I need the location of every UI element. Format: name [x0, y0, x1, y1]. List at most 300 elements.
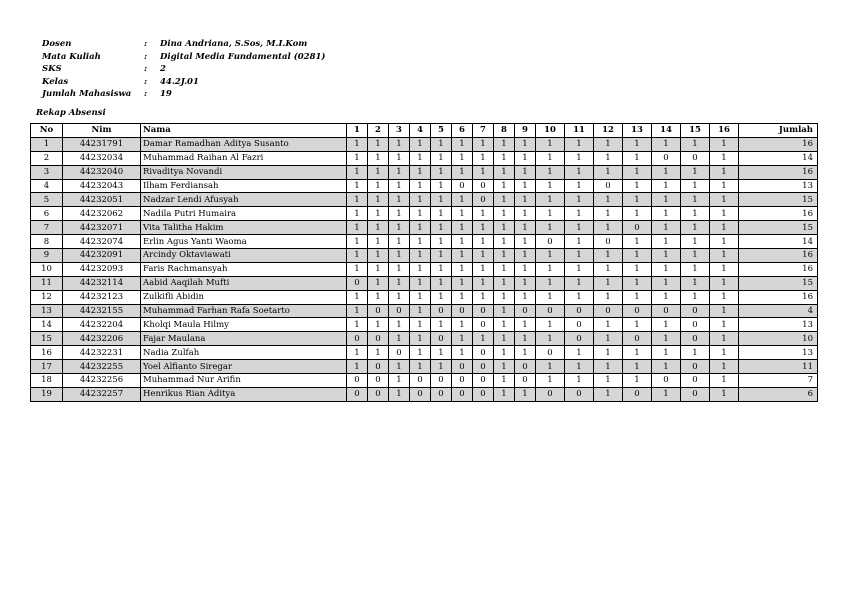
cell-day-11: 0: [565, 332, 594, 346]
cell-day-10: 1: [536, 262, 565, 276]
cell-day-3: 1: [389, 221, 410, 235]
cell-day-1: 1: [347, 262, 368, 276]
cell-day-5: 1: [431, 360, 452, 374]
cell-day-3: 1: [389, 235, 410, 249]
cell-day-13: 1: [623, 262, 652, 276]
cell-day-15: 1: [681, 290, 710, 304]
cell-day-1: 1: [347, 207, 368, 221]
cell-day-8: 1: [494, 360, 515, 374]
cell-day-8: 1: [494, 304, 515, 318]
cell-nim: 44232257: [63, 387, 141, 401]
cell-day-10: 0: [536, 346, 565, 360]
cell-day-10: 1: [536, 137, 565, 151]
cell-day-16: 1: [710, 360, 739, 374]
cell-nama: Nadila Putri Humaira: [141, 207, 347, 221]
cell-day-2: 0: [368, 304, 389, 318]
cell-day-16: 1: [710, 165, 739, 179]
cell-day-14: 1: [652, 179, 681, 193]
cell-jumlah: 11: [739, 360, 818, 374]
cell-no: 1: [31, 137, 63, 151]
cell-day-10: 1: [536, 249, 565, 263]
cell-day-2: 1: [368, 276, 389, 290]
cell-day-1: 1: [347, 165, 368, 179]
cell-day-5: 1: [431, 346, 452, 360]
cell-day-11: 1: [565, 262, 594, 276]
cell-day-7: 0: [473, 179, 494, 193]
cell-day-12: 1: [594, 318, 623, 332]
cell-day-10: 1: [536, 318, 565, 332]
cell-jumlah: 15: [739, 276, 818, 290]
header-jumlah: Jumlah: [739, 124, 818, 138]
cell-day-11: 1: [565, 137, 594, 151]
cell-day-4: 1: [410, 276, 431, 290]
cell-day-10: 1: [536, 360, 565, 374]
cell-nama: Arcindy Oktaviawati: [141, 249, 347, 263]
table-row: [31, 151, 818, 165]
cell-day-9: 1: [515, 179, 536, 193]
header-day-12: 12: [594, 124, 623, 138]
cell-day-13: 1: [623, 207, 652, 221]
cell-day-12: 1: [594, 387, 623, 401]
cell-no: 13: [31, 304, 63, 318]
cell-day-3: 1: [389, 249, 410, 263]
info-label: Dosen: [42, 39, 72, 49]
cell-nama: Rivaditya Novandi: [141, 165, 347, 179]
cell-nama: Kholqi Maula Hilmy: [141, 318, 347, 332]
table-row: [31, 179, 818, 193]
cell-day-12: 1: [594, 290, 623, 304]
attendance-table: [30, 123, 818, 402]
cell-day-10: 0: [536, 304, 565, 318]
cell-nim: 44232255: [63, 360, 141, 374]
cell-day-14: 1: [652, 249, 681, 263]
cell-day-6: 1: [452, 276, 473, 290]
cell-nama: Ilham Ferdiansah: [141, 179, 347, 193]
cell-day-12: 0: [594, 304, 623, 318]
cell-nim: 44232231: [63, 346, 141, 360]
cell-day-6: 1: [452, 193, 473, 207]
cell-day-6: 1: [452, 137, 473, 151]
cell-day-14: 1: [652, 165, 681, 179]
cell-day-5: 0: [431, 374, 452, 388]
cell-jumlah: 10: [739, 332, 818, 346]
cell-day-13: 1: [623, 249, 652, 263]
header-day-16: 16: [710, 124, 739, 138]
cell-day-11: 1: [565, 235, 594, 249]
info-value: 44.2J.01: [160, 76, 199, 87]
cell-day-3: 0: [389, 304, 410, 318]
cell-day-3: 1: [389, 165, 410, 179]
cell-day-2: 1: [368, 165, 389, 179]
table-row: [31, 304, 818, 318]
cell-day-10: 1: [536, 193, 565, 207]
cell-day-1: 1: [347, 290, 368, 304]
cell-no: 4: [31, 179, 63, 193]
cell-nim: 44232123: [63, 290, 141, 304]
cell-day-2: 1: [368, 193, 389, 207]
cell-day-9: 0: [515, 360, 536, 374]
cell-nama: Muhammad Nur Arifin: [141, 374, 347, 388]
cell-day-13: 1: [623, 346, 652, 360]
cell-day-1: 1: [347, 346, 368, 360]
cell-day-5: 0: [431, 387, 452, 401]
cell-day-15: 1: [681, 137, 710, 151]
header-day-15: 15: [681, 124, 710, 138]
cell-day-3: 1: [389, 137, 410, 151]
info-value: 19: [160, 89, 172, 99]
info-colon: :: [144, 51, 148, 62]
cell-day-8: 1: [494, 165, 515, 179]
cell-day-1: 0: [347, 332, 368, 346]
cell-day-8: 1: [494, 249, 515, 263]
cell-day-3: 1: [389, 193, 410, 207]
cell-day-4: 1: [410, 165, 431, 179]
cell-day-9: 1: [515, 165, 536, 179]
cell-day-12: 1: [594, 249, 623, 263]
cell-day-8: 1: [494, 387, 515, 401]
cell-day-1: 1: [347, 318, 368, 332]
cell-day-16: 1: [710, 235, 739, 249]
cell-day-2: 1: [368, 207, 389, 221]
section-title: Rekap Absensi: [36, 108, 106, 118]
cell-day-9: 0: [515, 374, 536, 388]
cell-day-15: 1: [681, 346, 710, 360]
cell-day-3: 1: [389, 207, 410, 221]
cell-day-16: 1: [710, 193, 739, 207]
cell-day-11: 1: [565, 151, 594, 165]
cell-no: 11: [31, 276, 63, 290]
cell-day-3: 1: [389, 290, 410, 304]
cell-day-11: 0: [565, 304, 594, 318]
cell-day-16: 1: [710, 276, 739, 290]
cell-day-15: 1: [681, 165, 710, 179]
cell-day-8: 1: [494, 262, 515, 276]
cell-day-16: 1: [710, 221, 739, 235]
cell-day-9: 1: [515, 387, 536, 401]
cell-day-11: 1: [565, 290, 594, 304]
cell-day-7: 0: [473, 387, 494, 401]
cell-day-4: 1: [410, 193, 431, 207]
cell-day-3: 1: [389, 262, 410, 276]
cell-day-13: 1: [623, 360, 652, 374]
cell-no: 19: [31, 387, 63, 401]
cell-day-12: 1: [594, 193, 623, 207]
cell-day-12: 0: [594, 235, 623, 249]
cell-day-2: 0: [368, 360, 389, 374]
cell-day-12: 1: [594, 276, 623, 290]
info-value: Dina Andriana, S.Sos, M.I.Kom: [160, 39, 308, 49]
cell-day-1: 1: [347, 360, 368, 374]
cell-nama: Muhammad Raihan Al Fazri: [141, 151, 347, 165]
cell-nama: Yoel Alfianto Siregar: [141, 360, 347, 374]
info-colon: :: [144, 64, 148, 74]
cell-nim: 44232091: [63, 249, 141, 263]
cell-day-13: 0: [623, 332, 652, 346]
cell-jumlah: 16: [739, 249, 818, 263]
cell-jumlah: 16: [739, 137, 818, 151]
cell-day-10: 1: [536, 374, 565, 388]
cell-no: 5: [31, 193, 63, 207]
cell-jumlah: 4: [739, 304, 818, 318]
cell-day-6: 1: [452, 332, 473, 346]
cell-day-4: 1: [410, 346, 431, 360]
cell-day-5: 1: [431, 151, 452, 165]
cell-day-10: 0: [536, 387, 565, 401]
cell-day-6: 1: [452, 221, 473, 235]
table-row: [31, 193, 818, 207]
cell-day-11: 1: [565, 193, 594, 207]
table-row: [31, 262, 818, 276]
cell-day-13: 0: [623, 304, 652, 318]
cell-nama: Henrikus Rian Aditya: [141, 387, 347, 401]
cell-day-15: 1: [681, 193, 710, 207]
cell-day-4: 0: [410, 374, 431, 388]
cell-day-15: 0: [681, 374, 710, 388]
cell-day-8: 1: [494, 374, 515, 388]
cell-day-1: 1: [347, 235, 368, 249]
cell-day-12: 1: [594, 332, 623, 346]
cell-day-8: 1: [494, 290, 515, 304]
info-row-kelas: [42, 76, 325, 89]
cell-jumlah: 16: [739, 207, 818, 221]
cell-day-9: 1: [515, 151, 536, 165]
cell-day-4: 1: [410, 332, 431, 346]
cell-day-7: 1: [473, 249, 494, 263]
cell-day-13: 1: [623, 151, 652, 165]
cell-nim: 44232051: [63, 193, 141, 207]
cell-day-7: 1: [473, 235, 494, 249]
cell-day-14: 1: [652, 332, 681, 346]
cell-day-14: 0: [652, 151, 681, 165]
cell-no: 18: [31, 374, 63, 388]
cell-nim: 44232034: [63, 151, 141, 165]
info-label: SKS: [42, 64, 62, 74]
cell-day-1: 1: [347, 151, 368, 165]
header-day-7: 7: [473, 124, 494, 138]
cell-day-8: 1: [494, 276, 515, 290]
cell-day-14: 0: [652, 304, 681, 318]
cell-day-10: 1: [536, 276, 565, 290]
cell-day-7: 1: [473, 221, 494, 235]
cell-day-5: 0: [431, 332, 452, 346]
cell-day-15: 1: [681, 249, 710, 263]
cell-day-9: 1: [515, 346, 536, 360]
cell-day-1: 0: [347, 374, 368, 388]
cell-nim: 44232040: [63, 165, 141, 179]
cell-day-11: 1: [565, 165, 594, 179]
cell-day-10: 0: [536, 235, 565, 249]
cell-day-14: 0: [652, 374, 681, 388]
cell-day-2: 1: [368, 179, 389, 193]
cell-day-8: 1: [494, 207, 515, 221]
cell-no: 17: [31, 360, 63, 374]
cell-day-12: 1: [594, 165, 623, 179]
info-value: 2: [160, 64, 166, 74]
cell-nama: Faris Rachmansyah: [141, 262, 347, 276]
cell-day-6: 0: [452, 374, 473, 388]
cell-day-16: 1: [710, 304, 739, 318]
cell-day-15: 1: [681, 221, 710, 235]
table-row: [31, 165, 818, 179]
cell-day-16: 1: [710, 346, 739, 360]
cell-nama: Erlin Agus Yanti Waoma: [141, 235, 347, 249]
cell-day-6: 1: [452, 262, 473, 276]
cell-nim: 44232114: [63, 276, 141, 290]
cell-nim: 44232256: [63, 374, 141, 388]
cell-day-9: 1: [515, 193, 536, 207]
cell-day-8: 1: [494, 221, 515, 235]
cell-day-16: 1: [710, 262, 739, 276]
cell-day-2: 1: [368, 151, 389, 165]
cell-jumlah: 16: [739, 262, 818, 276]
cell-day-7: 1: [473, 332, 494, 346]
table-row: [31, 235, 818, 249]
info-row-dosen: [42, 38, 325, 51]
cell-day-10: 1: [536, 165, 565, 179]
cell-day-15: 0: [681, 360, 710, 374]
cell-day-3: 1: [389, 151, 410, 165]
cell-day-6: 0: [452, 179, 473, 193]
cell-day-3: 0: [389, 346, 410, 360]
info-row-jumlah-mahasiswa: [42, 88, 325, 101]
cell-day-2: 1: [368, 346, 389, 360]
cell-day-15: 0: [681, 387, 710, 401]
table-row: [31, 221, 818, 235]
cell-day-6: 0: [452, 360, 473, 374]
cell-day-2: 1: [368, 137, 389, 151]
header-day-2: 2: [368, 124, 389, 138]
table-row: [31, 290, 818, 304]
cell-no: 14: [31, 318, 63, 332]
cell-day-11: 0: [565, 387, 594, 401]
cell-day-15: 1: [681, 207, 710, 221]
cell-day-9: 1: [515, 207, 536, 221]
cell-day-2: 0: [368, 374, 389, 388]
cell-day-13: 1: [623, 165, 652, 179]
cell-day-6: 1: [452, 151, 473, 165]
cell-day-12: 1: [594, 137, 623, 151]
cell-day-11: 0: [565, 318, 594, 332]
cell-jumlah: 14: [739, 235, 818, 249]
cell-day-13: 1: [623, 318, 652, 332]
cell-day-7: 0: [473, 193, 494, 207]
cell-day-10: 1: [536, 290, 565, 304]
cell-day-6: 1: [452, 318, 473, 332]
cell-day-3: 1: [389, 360, 410, 374]
cell-day-8: 1: [494, 332, 515, 346]
cell-day-16: 1: [710, 318, 739, 332]
cell-day-2: 1: [368, 290, 389, 304]
cell-day-5: 1: [431, 221, 452, 235]
header-day-14: 14: [652, 124, 681, 138]
cell-no: 8: [31, 235, 63, 249]
info-row-mata-kuliah: [42, 51, 325, 64]
cell-day-4: 1: [410, 262, 431, 276]
cell-day-12: 1: [594, 221, 623, 235]
cell-day-8: 1: [494, 346, 515, 360]
table-body: [31, 137, 818, 401]
cell-day-5: 0: [431, 304, 452, 318]
cell-day-13: 0: [623, 221, 652, 235]
cell-nama: Fajar Maulana: [141, 332, 347, 346]
cell-day-5: 1: [431, 207, 452, 221]
cell-day-12: 1: [594, 207, 623, 221]
table-row: [31, 360, 818, 374]
cell-day-9: 1: [515, 318, 536, 332]
cell-day-3: 1: [389, 276, 410, 290]
table-row: [31, 387, 818, 401]
cell-nim: 44232043: [63, 179, 141, 193]
cell-jumlah: 15: [739, 221, 818, 235]
cell-day-6: 1: [452, 249, 473, 263]
cell-nim: 44232074: [63, 235, 141, 249]
header-day-10: 10: [536, 124, 565, 138]
cell-day-16: 1: [710, 387, 739, 401]
cell-no: 2: [31, 151, 63, 165]
cell-day-7: 1: [473, 151, 494, 165]
info-row-sks: [42, 63, 325, 76]
cell-day-1: 1: [347, 179, 368, 193]
cell-day-8: 1: [494, 137, 515, 151]
cell-jumlah: 6: [739, 387, 818, 401]
cell-day-15: 1: [681, 235, 710, 249]
cell-day-13: 1: [623, 276, 652, 290]
cell-day-14: 1: [652, 346, 681, 360]
cell-day-6: 0: [452, 387, 473, 401]
cell-day-4: 1: [410, 221, 431, 235]
cell-day-4: 1: [410, 137, 431, 151]
cell-day-5: 1: [431, 165, 452, 179]
cell-day-14: 1: [652, 360, 681, 374]
cell-day-14: 1: [652, 221, 681, 235]
header-no: No: [31, 124, 63, 138]
cell-day-6: 1: [452, 165, 473, 179]
cell-day-11: 1: [565, 249, 594, 263]
cell-day-2: 0: [368, 332, 389, 346]
cell-nim: 44232062: [63, 207, 141, 221]
table-header-row: [31, 124, 818, 138]
cell-day-16: 1: [710, 374, 739, 388]
cell-day-1: 0: [347, 387, 368, 401]
cell-day-2: 1: [368, 318, 389, 332]
cell-day-14: 1: [652, 387, 681, 401]
cell-day-11: 1: [565, 360, 594, 374]
cell-day-7: 0: [473, 304, 494, 318]
cell-day-5: 1: [431, 137, 452, 151]
cell-day-10: 1: [536, 151, 565, 165]
cell-day-9: 1: [515, 235, 536, 249]
cell-day-3: 1: [389, 332, 410, 346]
cell-day-14: 1: [652, 262, 681, 276]
cell-day-9: 1: [515, 249, 536, 263]
info-label: Kelas: [42, 76, 69, 87]
cell-day-3: 1: [389, 179, 410, 193]
cell-day-6: 1: [452, 346, 473, 360]
cell-jumlah: 15: [739, 193, 818, 207]
cell-nim: 44232206: [63, 332, 141, 346]
cell-nama: Muhammad Farhan Rafa Soetarto: [141, 304, 347, 318]
cell-nim: 44231791: [63, 137, 141, 151]
cell-day-4: 0: [410, 387, 431, 401]
cell-day-11: 1: [565, 276, 594, 290]
cell-nama: Vita Talitha Hakim: [141, 221, 347, 235]
header-day-8: 8: [494, 124, 515, 138]
cell-day-4: 1: [410, 151, 431, 165]
cell-day-14: 1: [652, 235, 681, 249]
cell-jumlah: 7: [739, 374, 818, 388]
cell-day-15: 0: [681, 332, 710, 346]
header-day-3: 3: [389, 124, 410, 138]
